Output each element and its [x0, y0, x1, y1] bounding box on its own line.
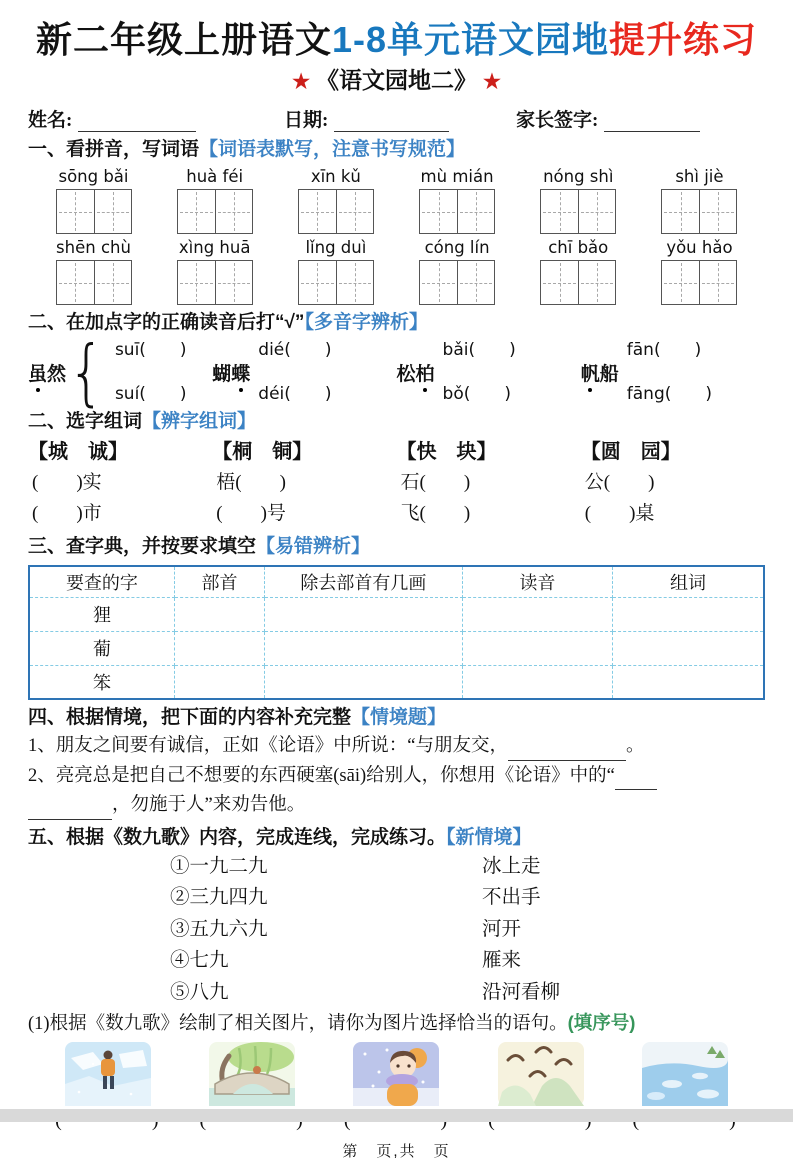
writing-grid[interactable]	[419, 260, 495, 305]
empty-answer-cell[interactable]	[462, 597, 612, 631]
answer-blank-line[interactable]	[508, 743, 626, 761]
pronunciation-option[interactable]: suī( )	[114, 340, 187, 360]
xuanzi-column	[28, 437, 212, 529]
image-wild-geese-flying	[498, 1042, 584, 1106]
grid-cell[interactable]	[57, 261, 94, 304]
pinyin-label: yǒu hǎo	[666, 238, 733, 257]
writing-grid[interactable]	[56, 189, 132, 234]
fill-blank-word[interactable]: ( )实	[32, 472, 102, 493]
column-header: 除去部首有几画	[265, 566, 463, 597]
grid-cell[interactable]	[578, 261, 615, 304]
pinyin-label: xīn kǔ	[310, 167, 361, 186]
star-icon: ★	[292, 71, 310, 93]
character-pair: 【城 诚】	[28, 441, 128, 463]
duoyin-group	[581, 340, 765, 404]
section-pinyin-heading	[28, 137, 765, 163]
empty-answer-cell[interactable]	[462, 665, 612, 699]
grid-cell[interactable]	[57, 190, 94, 233]
date-field	[284, 105, 516, 132]
pronunciation-option[interactable]: dié( )	[258, 340, 332, 360]
match-left-item[interactable]: ②三九四九	[170, 887, 268, 908]
parent-signature-blank-line[interactable]	[604, 112, 700, 132]
word-with-dot	[397, 359, 435, 386]
pronunciation-option[interactable]: fāng( )	[626, 384, 713, 404]
grid-cell[interactable]	[662, 190, 699, 233]
word-dotted-char: 柏	[415, 363, 435, 385]
question-1-end: 。	[625, 736, 645, 756]
word-pre: 松	[396, 363, 416, 385]
star-icon: ★	[483, 71, 501, 93]
match-row	[28, 977, 765, 1009]
writing-grid[interactable]	[298, 260, 374, 305]
grid-cell[interactable]	[299, 261, 336, 304]
fill-blank-word[interactable]: 石( )	[400, 472, 471, 493]
match-left-item[interactable]: ①一九二九	[170, 855, 268, 877]
grid-cell[interactable]	[457, 190, 494, 233]
duoyin-row	[28, 329, 765, 415]
image-willow-tree-and-bridge	[209, 1042, 295, 1106]
parent-signature-label: 家长签字:	[516, 110, 599, 131]
word-post: 然	[47, 363, 67, 385]
answer-blank-line[interactable]	[28, 802, 112, 820]
pinyin-label: mù mián	[420, 167, 494, 186]
title-part-red: 提升练习	[609, 19, 758, 60]
column-header: 部首	[174, 566, 264, 597]
grid-cell[interactable]	[420, 190, 457, 233]
match-right-item[interactable]: 冰上走	[482, 855, 541, 877]
match-row	[28, 914, 765, 946]
table-row	[29, 631, 764, 665]
match-row	[28, 882, 765, 914]
grid-cell[interactable]	[420, 261, 457, 304]
match-row	[28, 851, 765, 883]
pinyin-word-block	[519, 166, 638, 234]
pronunciation-options	[258, 340, 331, 404]
writing-grid[interactable]	[661, 260, 737, 305]
section-qingjing-tag: 【情境题】	[351, 707, 447, 728]
pinyin-label: xìng huā	[178, 238, 251, 257]
writing-grid[interactable]	[56, 260, 132, 305]
section-zidian-tag: 【易错辨析】	[256, 536, 371, 557]
pinyin-label: sōng bǎi	[58, 167, 129, 186]
character-pair: 【桐 铜】	[212, 441, 313, 463]
word-pre: 蝴	[212, 363, 232, 385]
grid-cell[interactable]	[457, 261, 494, 304]
subtitle-text: 《语文园地二》	[316, 68, 477, 93]
empty-answer-cell[interactable]	[265, 665, 463, 699]
section-qingjing-title: 四、根据情境，把下面的内容补充完整	[28, 707, 352, 728]
page-bottom-edge	[0, 1109, 793, 1122]
grid-cell[interactable]	[178, 190, 215, 233]
grid-cell[interactable]	[336, 261, 373, 304]
grid-cell[interactable]	[94, 261, 131, 304]
grid-cell[interactable]	[541, 261, 578, 304]
sub-question-text: (1)根据《数九歌》绘制了相关图片，请你为图片选择恰当的语句。	[28, 1014, 568, 1034]
pinyin-label: lǐng duì	[305, 238, 367, 257]
grid-cell[interactable]	[699, 261, 736, 304]
match-right-item[interactable]: 河开	[482, 918, 522, 940]
table-header-row	[29, 566, 764, 597]
section-xuanzi-tag: 【辨字组词】	[142, 411, 257, 432]
fill-blank-word[interactable]: 公( )	[584, 472, 655, 493]
word-with-dot	[28, 359, 66, 386]
word-post: 船	[599, 363, 619, 385]
question-2-end: ，勿施于人”来劝告他。	[112, 795, 306, 815]
question-2-text: 2、亮亮总是把自己不想要的东西硬塞(sāi)给别人，你想用《论语》中的“	[28, 765, 615, 786]
writing-grid[interactable]	[540, 260, 616, 305]
pronunciation-option[interactable]: déi( )	[258, 384, 332, 404]
question-2-continuation	[28, 791, 765, 820]
match-left-item[interactable]: ④七九	[170, 950, 229, 971]
section-shujiu-title: 五、根据《数九歌》内容，完成连线，完成练习。	[28, 826, 447, 848]
date-blank-line[interactable]	[334, 112, 449, 132]
grid-cell[interactable]	[336, 190, 373, 233]
page-title	[28, 16, 765, 64]
pinyin-word-block	[519, 237, 638, 305]
column-header: 要查的字	[29, 566, 174, 597]
empty-answer-cell[interactable]	[613, 597, 764, 631]
match-right-item[interactable]: 不出手	[482, 887, 541, 908]
pronunciation-option[interactable]: bǎi( )	[442, 340, 516, 360]
match-right-item[interactable]: 雁来	[482, 950, 522, 971]
question-1-text: 1、朋友之间要有诚信，正如《论语》中所说：“与朋友交，	[28, 736, 508, 756]
table-row	[29, 597, 764, 631]
grid-cell[interactable]	[662, 261, 699, 304]
duoyin-group	[28, 329, 212, 415]
character-pair: 【圆 园】	[580, 441, 681, 463]
answer-blank-line[interactable]	[615, 772, 657, 790]
section-xuanzi-heading	[28, 409, 765, 435]
empty-answer-cell[interactable]	[462, 631, 612, 665]
pinyin-label: shēn chù	[56, 238, 131, 257]
section-duoyin-tag: 【多音字辨析】	[304, 312, 428, 333]
writing-grid[interactable]	[177, 260, 253, 305]
lookup-character: 笨	[29, 665, 174, 699]
word-dotted-char: 虽	[28, 363, 48, 385]
column-header: 组词	[613, 566, 764, 597]
fill-blank-word[interactable]: ( )市	[32, 503, 102, 524]
grid-cell[interactable]	[178, 261, 215, 304]
pinyin-row-1	[28, 166, 765, 234]
pinyin-label: huà féi	[186, 167, 244, 186]
writing-grid[interactable]	[419, 189, 495, 234]
title-part-black: 新二年级上册语文	[35, 19, 332, 60]
match-row	[28, 945, 765, 977]
pronunciation-option[interactable]: fān( )	[626, 340, 702, 360]
match-left-item[interactable]: ⑤八九	[170, 981, 229, 1003]
xuanzi-column	[581, 437, 765, 529]
grid-cell[interactable]	[578, 190, 615, 233]
section-qingjing-heading	[28, 705, 765, 731]
word-dotted-char: 蝶	[231, 363, 251, 385]
pronunciation-option[interactable]: suí( )	[114, 384, 187, 404]
pinyin-word-block	[34, 237, 153, 305]
fill-blank-word[interactable]: ( )号	[216, 503, 286, 524]
section-duoyin-heading	[28, 310, 765, 336]
section-zidian-heading	[28, 534, 765, 560]
lookup-character: 葡	[29, 631, 174, 665]
grid-cell[interactable]	[299, 190, 336, 233]
xuanzi-columns	[28, 437, 765, 529]
question-2-line	[28, 762, 765, 791]
pinyin-word-block	[276, 166, 395, 234]
grid-cell[interactable]	[541, 190, 578, 233]
unit-subtitle	[28, 66, 765, 97]
pinyin-label: cóng lín	[424, 238, 490, 257]
pinyin-label: nóng shì	[543, 167, 614, 186]
fill-blank-word[interactable]: ( )桌	[584, 503, 655, 524]
pinyin-word-block	[640, 166, 759, 234]
empty-answer-cell[interactable]	[174, 631, 264, 665]
grid-cell[interactable]	[215, 261, 252, 304]
duoyin-group	[397, 340, 581, 404]
section-shujiu-tag: 【新情境】	[446, 826, 532, 848]
pinyin-word-block	[155, 166, 274, 234]
grid-cell[interactable]	[215, 190, 252, 233]
pinyin-word-block	[155, 237, 274, 305]
table-row	[29, 665, 764, 699]
empty-answer-cell[interactable]	[174, 597, 264, 631]
grid-cell[interactable]	[94, 190, 131, 233]
pronunciation-options	[627, 340, 712, 404]
date-label: 日期:	[284, 110, 329, 131]
pronunciation-option[interactable]: bǒ( )	[442, 384, 511, 404]
pinyin-word-block	[398, 237, 517, 305]
info-row	[28, 105, 765, 132]
empty-answer-cell[interactable]	[613, 631, 764, 665]
parent-signature-field	[516, 105, 700, 132]
xuanzi-column	[212, 437, 396, 529]
pinyin-row-2	[28, 237, 765, 305]
sub-question-tag: (填序号)	[567, 1012, 636, 1033]
empty-answer-cell[interactable]	[265, 631, 463, 665]
word-dotted-char: 帆	[580, 363, 600, 385]
writing-grid[interactable]	[661, 189, 737, 234]
word-with-dot	[212, 359, 250, 386]
dictionary-table	[28, 565, 765, 700]
name-field	[28, 105, 284, 132]
pinyin-label: shì jiè	[675, 167, 724, 186]
lookup-character: 狸	[29, 597, 174, 631]
page-footer: 第 页,共 页	[342, 1142, 451, 1160]
brace-glyph: {	[68, 329, 105, 415]
match-left-item[interactable]: ③五九六九	[170, 918, 268, 940]
image-river-ice-melting	[642, 1042, 728, 1106]
empty-answer-cell[interactable]	[174, 665, 264, 699]
character-pair: 【快 块】	[396, 441, 497, 463]
empty-answer-cell[interactable]	[265, 597, 463, 631]
pronunciation-options	[443, 340, 516, 404]
section-shujiu-heading	[28, 825, 765, 851]
image-girl-in-winter-clothes	[353, 1042, 439, 1106]
pinyin-word-block	[640, 237, 759, 305]
pinyin-word-block	[398, 166, 517, 234]
fill-blank-word[interactable]: 飞( )	[400, 503, 471, 524]
grid-cell[interactable]	[699, 190, 736, 233]
writing-grid[interactable]	[540, 189, 616, 234]
xuanzi-column	[397, 437, 581, 529]
title-part-blue: 1-8单元语文园地	[331, 19, 610, 60]
pinyin-word-block	[276, 237, 395, 305]
section-duoyin-title: 二、在加点字的正确读音后打“√”	[28, 312, 305, 333]
match-right-item[interactable]: 沿河看柳	[482, 981, 561, 1003]
empty-answer-cell[interactable]	[613, 665, 764, 699]
image-person-walking-on-ice	[65, 1042, 151, 1106]
writing-grid[interactable]	[177, 189, 253, 234]
section-xuanzi-title: 二、选字组词	[28, 411, 143, 432]
section-pinyin-title: 一、看拼音，写词语	[28, 139, 200, 160]
column-header: 读音	[462, 566, 612, 597]
name-label: 姓名:	[28, 110, 73, 131]
word-with-dot	[581, 359, 619, 386]
section-zidian-title: 三、查字典，并按要求填空	[28, 536, 257, 557]
fill-blank-word[interactable]: 梧( )	[216, 472, 286, 493]
pronunciation-options	[115, 340, 187, 404]
pinyin-label: chī bǎo	[548, 238, 609, 257]
duoyin-group	[212, 340, 396, 404]
question-1-line	[28, 732, 765, 761]
name-blank-line[interactable]	[78, 112, 196, 132]
sub-question-line	[28, 1009, 765, 1039]
pinyin-word-block	[34, 166, 153, 234]
section-pinyin-tag: 【词语表默写，注意书写规范】	[199, 139, 466, 160]
writing-grid[interactable]	[298, 189, 374, 234]
